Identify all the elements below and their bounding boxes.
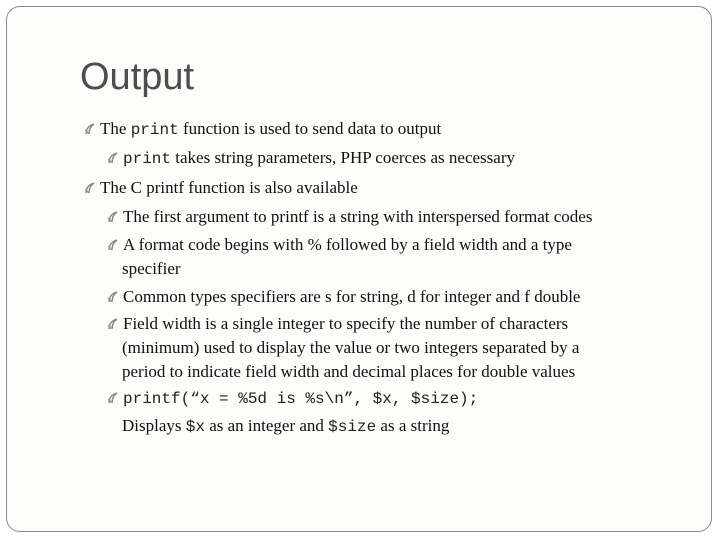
bullet-text: function is used to send data to output <box>182 119 442 138</box>
code-var-x: $x <box>185 418 205 436</box>
sub-bullet-printf-example <box>107 388 478 409</box>
code-var-size: $size <box>328 418 377 436</box>
sub-bullet-format-code-cont <box>122 259 181 279</box>
bullet-text: period to indicate field width and decimal places for double values <box>122 362 576 381</box>
code-print: print <box>130 121 179 139</box>
bullet-swirl-icon <box>107 151 118 165</box>
sub-bullet-field-width <box>107 314 568 334</box>
sub-bullet-format-code <box>107 235 572 255</box>
sub-bullet-displays <box>122 416 449 437</box>
bullet-swirl-icon <box>107 210 118 224</box>
slide-title: Output <box>80 56 195 98</box>
bullet-text: takes string parameters, PHP coerces as necessary <box>175 148 515 167</box>
bullet-swirl-icon <box>107 317 118 331</box>
sub-bullet-field-width-cont1 <box>122 338 579 358</box>
bullet-text: (minimum) used to display the value or two integers separated by a <box>122 338 580 357</box>
code-print: print <box>123 150 172 168</box>
bullet-text: The C printf function is also available <box>100 178 358 197</box>
bullet-text: Displays <box>122 416 182 435</box>
sub-bullet-first-argument <box>107 207 592 227</box>
bullet-text: specifier <box>122 259 181 278</box>
bullet-text: The <box>100 119 127 138</box>
code-printf-example: printf(“x = %5d is %s\n”, $x, $size); <box>123 390 479 408</box>
sub-bullet-type-specifiers <box>107 287 580 307</box>
bullet-text: The first argument to printf is a string with interspersed format codes <box>123 207 593 226</box>
bullet-swirl-icon <box>107 290 118 304</box>
sub-bullet-print-params <box>107 148 515 169</box>
bullet-swirl-icon <box>84 122 95 136</box>
bullet-printf-available <box>84 178 358 198</box>
bullet-text: as an integer and <box>209 416 324 435</box>
bullet-swirl-icon <box>107 238 118 252</box>
bullet-print-function <box>84 119 441 140</box>
bullet-swirl-icon <box>107 391 118 405</box>
bullet-text: Field width is a single integer to specify the number of characters <box>123 314 569 333</box>
bullet-text: Common types specifiers are s for string, d for integer and f double <box>123 287 581 306</box>
bullet-text: A format code begins with % followed by a field width and a type <box>123 235 572 254</box>
bullet-text: as a string <box>380 416 450 435</box>
bullet-swirl-icon <box>84 181 95 195</box>
sub-bullet-field-width-cont2 <box>122 362 575 382</box>
